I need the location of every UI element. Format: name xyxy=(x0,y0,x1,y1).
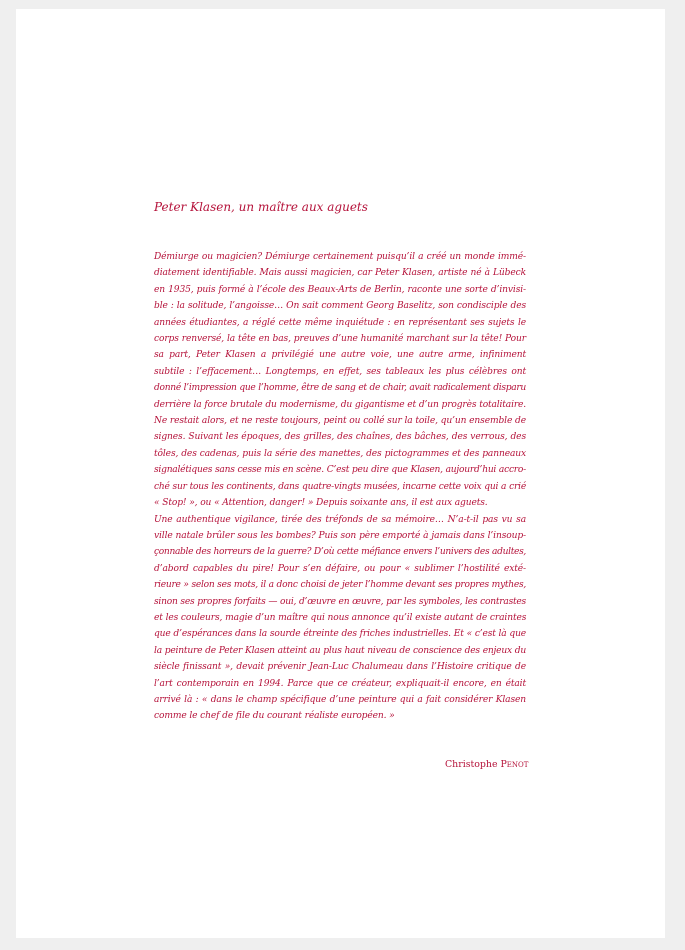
text-line: ble : la solitude, l’angoisse… On sait comment Georg Baselitz, son condisciple des xyxy=(154,301,526,312)
text-line: en 1935, puis formé à l’école des Beaux-Arts de Berlin, raconte une sorte d’invisi- xyxy=(154,284,526,295)
text-line: siècle finissant », devait prévenir Jean-Luc Chalumeau dans l’Histoire critique de xyxy=(154,662,526,673)
paragraph-2 xyxy=(154,512,526,725)
author-last-name: Penot xyxy=(500,759,529,770)
text-line: corps renversé, la tête en bas, preuves d’une humanité marchant sur la tête! Pour xyxy=(154,334,526,345)
text-line: arrivé là : « dans le champ spécifique d’une peinture qui a fait considérer Klasen xyxy=(154,694,526,705)
text-line: sinon ses propres forfaits — oui, d’œuvre en œuvre, par les symboles, les contrastes xyxy=(154,596,526,607)
text-line: rieure » selon ses mots, il a donc choisi de jeter l’homme devant ses propres mythes, xyxy=(154,580,526,591)
document-page xyxy=(16,9,665,938)
article-body xyxy=(154,249,526,725)
text-line: Ne restait alors, et ne reste toujours, peint ou collé sur la toile, qu’un ensemble de xyxy=(154,416,526,427)
author-first-name: Christophe xyxy=(445,759,498,770)
text-line: et les couleurs, magie d’un maître qui nous annonce qu’il existe autant de craintes xyxy=(154,612,527,623)
text-line: ché sur tous les continents, dans quatre-vingts musées, incarne cette voix qui a crié xyxy=(154,481,526,492)
text-line: d’abord capables du pire! Pour s’en défaire, ou pour « sublimer l’hostilité exté- xyxy=(154,563,526,574)
paragraph-1 xyxy=(154,249,526,512)
text-line: « Stop! », ou « Attention, danger! » Depuis soixante ans, il est aux aguets. xyxy=(154,498,488,509)
text-line: derrière la force brutale du modernisme, du gigantisme et d’un progrès totalitaire. xyxy=(154,399,526,410)
text-line: comme le chef de file du courant réaliste européen. » xyxy=(154,711,395,722)
author-signature xyxy=(445,759,528,770)
text-line: diatement identifiable. Mais aussi magicien, car Peter Klasen, artiste né à Lübeck xyxy=(154,268,526,279)
text-line: l’art contemporain en 1994. Parce que ce créateur, expliquait-il encore, en était xyxy=(154,678,526,689)
article-title: Peter Klasen, un maître aux aguets xyxy=(154,200,368,214)
text-line: subtile : l’effacement… Longtemps, en effet, ses tableaux les plus célèbres ont xyxy=(154,366,526,377)
text-line: çonnable des horreurs de la guerre? D’où cette méfiance envers l’univers des adultes, xyxy=(154,547,526,558)
text-line: la peinture de Peter Klasen atteint au plus haut niveau de conscience des enjeux du xyxy=(154,645,526,656)
text-line: signalétiques sans cesse mis en scène. C’est peu dire que Klasen, aujourd’hui accro- xyxy=(154,465,526,476)
text-line: années étudiantes, a réglé cette même inquiétude : en représentant ses sujets le xyxy=(154,317,526,328)
text-line: ville natale brûler sous les bombes? Puis son père emporté à jamais dans l’insoup- xyxy=(154,530,526,541)
text-line: Démiurge ou magicien? Démiurge certainement puisqu’il a créé un monde immé- xyxy=(154,252,526,262)
text-line: Une authentique vigilance, tirée des tréfonds de sa mémoire… N’a-t-il pas vu sa xyxy=(154,514,526,525)
text-line: donné l’impression que l’homme, être de sang et de chair, avait radicalement disparu xyxy=(154,383,526,394)
text-line: tôles, des cadenas, puis la série des manettes, des pictogrammes et des panneaux xyxy=(154,448,526,459)
text-line: signes. Suivant les époques, des grilles, des chaînes, des bâches, des verrous, des xyxy=(154,432,526,443)
text-line: que d’espérances dans la sourde étreinte des friches industrielles. Et « c’est là que xyxy=(154,629,526,640)
text-line: sa part, Peter Klasen a privilégié une autre voie, une autre arme, infiniment xyxy=(154,350,526,361)
